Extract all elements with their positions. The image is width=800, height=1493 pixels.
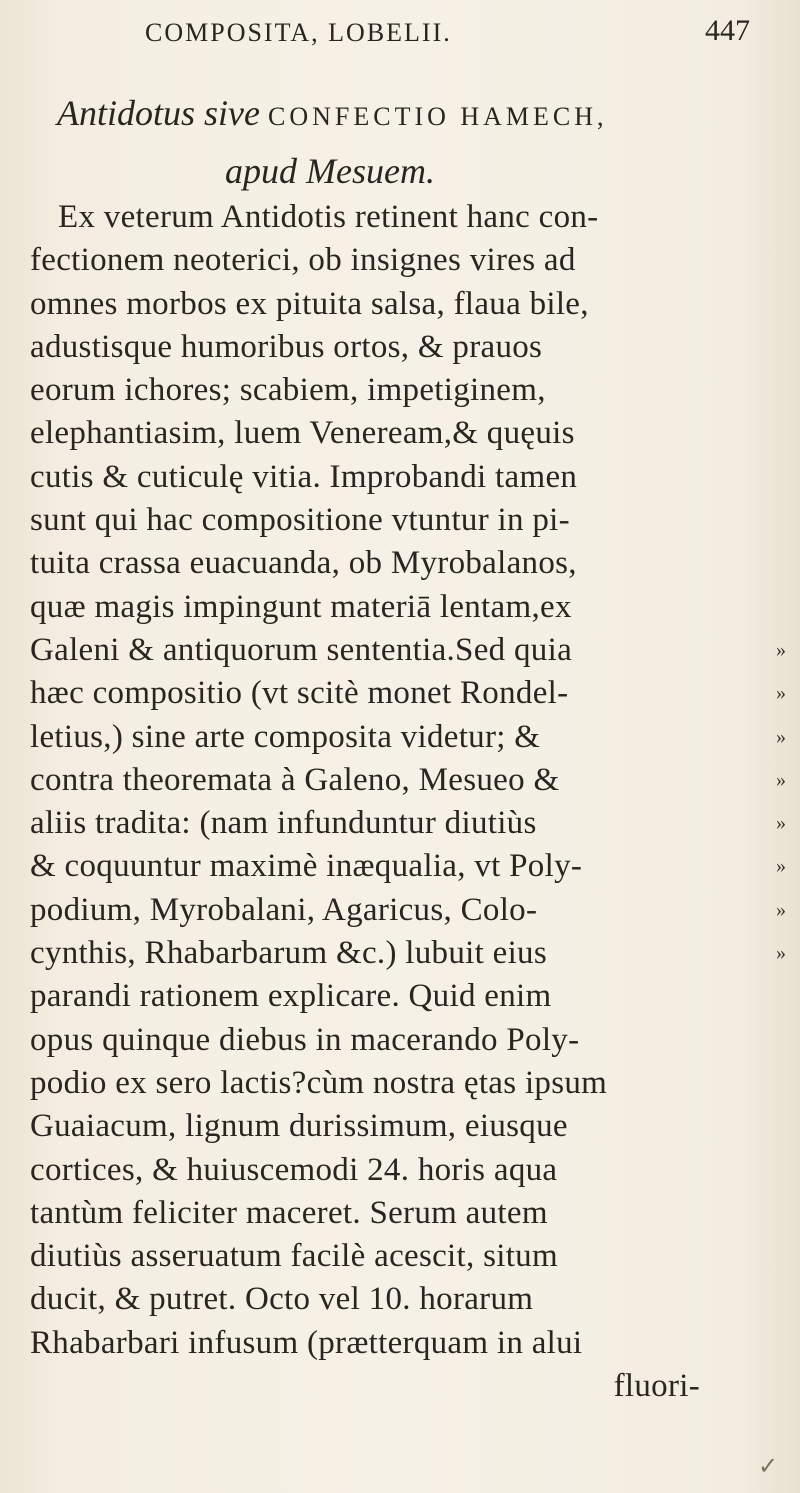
text-line: podium, Myrobalani, Agaricus, Colo-: [30, 891, 538, 928]
body-text: [30, 196, 770, 1408]
title-italic-part: Antidotus sive: [57, 93, 260, 133]
text-line: fluori-: [613, 1368, 700, 1405]
text-line: parandi rationem explicare. Quid enim: [30, 978, 552, 1015]
text-line: sunt qui hac compositione vtuntur in pi-: [30, 502, 570, 539]
margin-quote-mark: »: [776, 682, 786, 705]
margin-quote-mark: »: [776, 898, 786, 921]
text-line: Ex veterum Antidotis retinent hanc con-: [58, 199, 599, 235]
text-line: cynthis, Rhabarbarum &c.) lubuit eius: [30, 935, 547, 972]
text-line: Galeni & antiquorum sententia.Sed quia: [30, 631, 573, 668]
running-head: COMPOSITA, LOBELII.: [145, 18, 452, 47]
margin-quote-mark: »: [776, 942, 786, 965]
text-line: podio ex sero lactis?cùm nostra ętas ipsum: [30, 1064, 608, 1101]
text-line: & coquuntur maximè inæqualia, vt Poly-: [30, 848, 583, 885]
text-line: diutiùs asseruatum facilè acescit, situm: [30, 1238, 558, 1275]
page-number: 447: [705, 14, 750, 47]
text-line: contra theoremata à Galeno, Mesueo &: [30, 761, 560, 798]
text-line: cutis & cuticulę vitia. Improbandi tamen: [30, 458, 578, 495]
text-line: quæ magis impingunt materiā lentam,ex: [30, 588, 572, 625]
margin-quote-mark: »: [776, 855, 786, 878]
title-caps-part: CONFECTIO HAMECH,: [267, 102, 608, 131]
margin-quote-mark: »: [776, 725, 786, 748]
text-line: ducit, & putret. Octo vel 10. horarum: [30, 1281, 534, 1318]
margin-quote-mark: »: [776, 812, 786, 835]
section-subtitle: apud Mesuem.: [225, 151, 435, 191]
text-line: Rhabarbari infusum (prætterquam in alui: [30, 1324, 583, 1361]
text-line: letius,) sine arte composita videtur; &: [30, 718, 541, 755]
margin-quote-marks: [776, 629, 800, 975]
margin-quote-mark: »: [776, 639, 786, 661]
text-line: tuita crassa euacuanda, ob Myrobalanos,: [30, 545, 577, 582]
text-line: elephantiasim, luem Veneream,& quęuis: [30, 415, 575, 452]
section-title: [57, 92, 608, 134]
text-line: omnes morbos ex pituita salsa, flaua bile,: [30, 285, 589, 322]
text-line: cortices, & huiuscemodi 24. horis aqua: [30, 1151, 558, 1188]
text-line: opus quinque diebus in macerando Poly-: [30, 1021, 580, 1058]
margin-quote-mark: »: [776, 768, 786, 791]
text-line: eorum ichores; scabiem, impetiginem,: [30, 372, 546, 409]
check-mark-icon: ✓: [758, 1452, 779, 1480]
text-line: adustisque humoribus ortos, & prauos: [30, 328, 543, 365]
text-line: hæc compositio (vt scitè monet Rondel-: [30, 675, 569, 712]
text-line: fectionem neoterici, ob insignes vires ad: [30, 242, 576, 279]
text-line: aliis tradita: (nam infunduntur diutiùs: [30, 805, 537, 842]
text-line: Guaiacum, lignum durissimum, eiusque: [30, 1108, 568, 1145]
text-line: tantùm feliciter maceret. Serum autem: [30, 1194, 548, 1231]
